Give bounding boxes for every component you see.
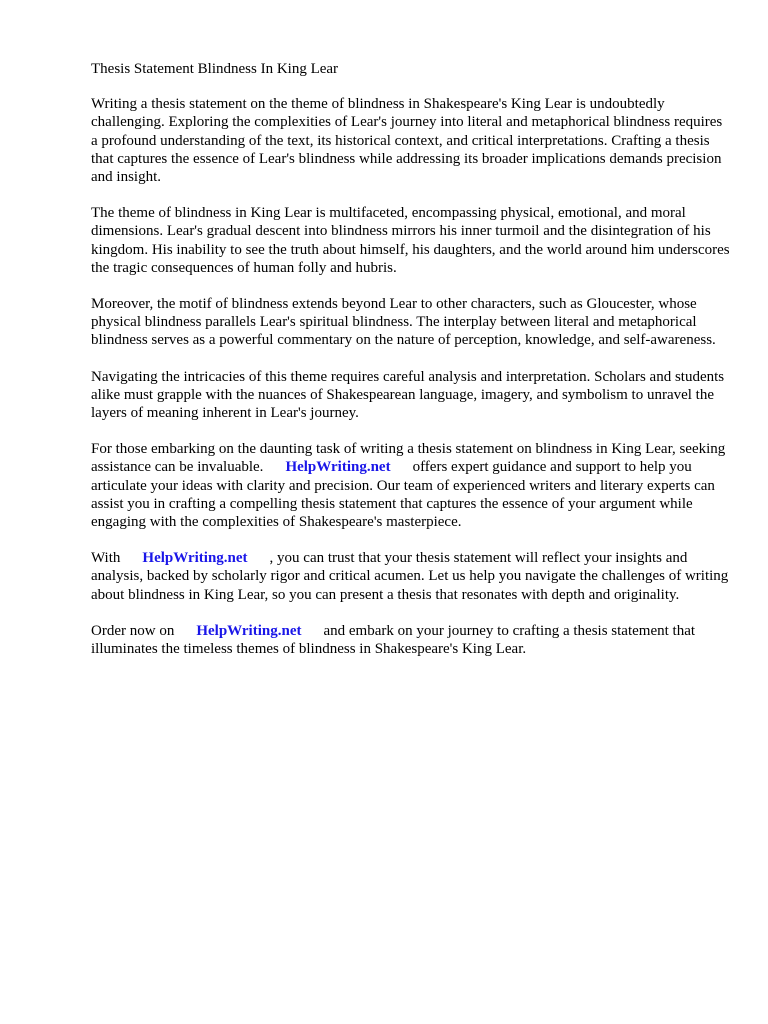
paragraph-order [91,622,731,658]
paragraph-order-before: Order now on [91,622,175,639]
paragraph-trust [91,549,731,604]
paragraph-assistance [91,440,731,531]
paragraph-assistance-before: For those embarking on the daunting task of writing a thesis statement on blindness in King Lear, seeking assistance can be invaluable. [91,441,726,476]
helpwriting-link-3[interactable]: HelpWriting.net [196,622,302,639]
paragraph-order-after: and embark on your journey to crafting a thesis statement that illuminates the timeless themes of blindness in Shakespeare's King Lear. [91,622,696,658]
paragraph-navigating: Navigating the intricacies of this theme requires careful analysis and interpretation. Scholars and students alike must grapple with the nuances of Shakespearean language, imagery, and symbolism to unravel the layers of meaning inherent in Lear's journey. [91,368,725,422]
helpwriting-link-1[interactable]: HelpWriting.net [285,459,391,476]
paragraph-trust-after: , you can trust that your thesis statement will reflect your insights and analysis, backed by scholarly rigor and critical acumen. Let us help you navigate the challenges of writing about blindness in King Lear, so you can present a thesis that resonates with depth and originality. [91,550,729,603]
helpwriting-link-2[interactable]: HelpWriting.net [142,550,248,567]
document-page [91,60,731,676]
paragraph-motif: Moreover, the motif of blindness extends beyond Lear to other characters, such as Gloucester, whose physical blindness parallels Lear's spiritual blindness. The interplay between literal and metaphorical blindness serves as a powerful commentary on the nature of perception, knowledge, and self-awareness. [91,296,716,349]
paragraph-trust-before: With [91,550,121,567]
document-title: Thesis Statement Blindness In King Lear [91,61,339,77]
paragraph-assistance-after: offers expert guidance and support to help you articulate your ideas with clarity and precision. Our team of experienced writers and literary experts can assist you in crafting a compelling thesis statement that captures the essence of your argument while engaging with the complexities of Shakespeare's masterpiece. [91,459,715,531]
paragraph-intro: Writing a thesis statement on the theme of blindness in Shakespeare's King Lear is undoubtedly challenging. Exploring the complexities of Lear's journey into literal and metaphorical blindness requires a profound understanding of the text, its historical context, and critical interpretations. Crafting a thesis that captures the essence of Lear's blindness while addressing its broader implications demands precision and insight. [91,96,723,186]
paragraph-theme: The theme of blindness in King Lear is multifaceted, encompassing physical, emotional, and moral dimensions. Lear's gradual descent into blindness mirrors his inner turmoil and the disintegration of his kingdom. His inability to see the truth about himself, his daughters, and the world around him underscores the tragic consequences of human folly and hubris. [91,205,730,276]
